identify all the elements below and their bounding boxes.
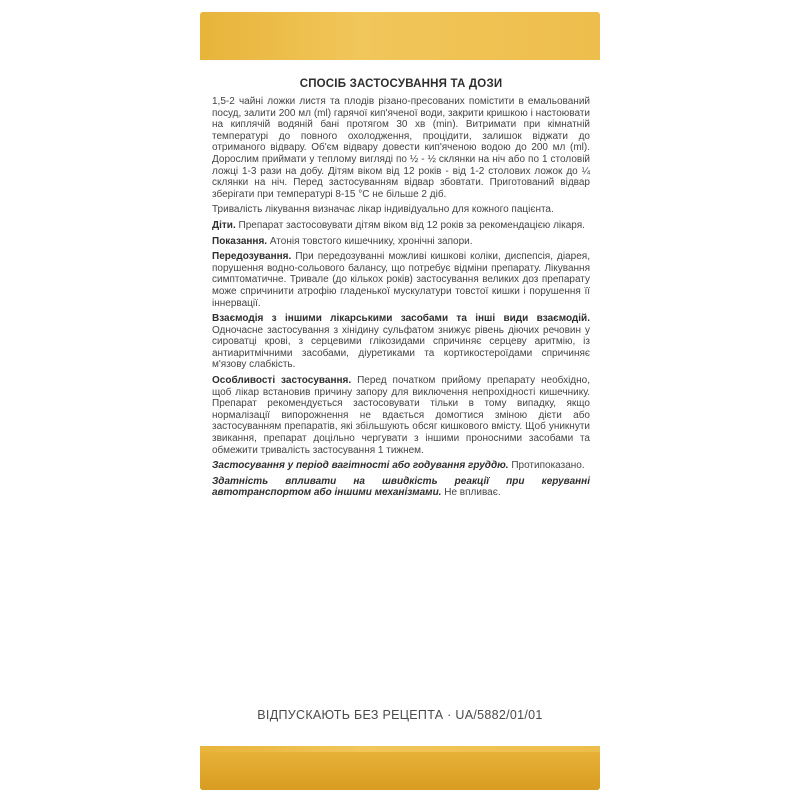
indications-label: Показання.: [212, 235, 268, 247]
interactions-text: Одночасне застосування з хінідину сульфатом знижує рівень діючих речовин у сироватці крові, з серцевими глікозидами спричиняє серцеву аритмію, із антиаритмічними засобами, діуретиками та кортикостероїдами спричиняє м'язову слабкість.: [212, 324, 590, 371]
features-label: Особливості застосування.: [212, 375, 352, 387]
overdose-label: Передозування.: [212, 251, 292, 263]
indications-text: Атонія товстого кишечнику, хронічні запори.: [267, 235, 473, 247]
pregnancy-paragraph: [212, 460, 590, 472]
section-title: СПОСІБ ЗАСТОСУВАННЯ ТА ДОЗИ: [299, 78, 503, 90]
duration-paragraph: Тривалість лікування визначає лікар індивідуально для кожного пацієнта.: [212, 204, 554, 216]
indications-paragraph: [212, 236, 590, 248]
overdose-text: При передозуванні можливі кишкові коліки, диспепсія, діарея, порушення водно-сольового балансу, що потребує відміни препарату. Лікування симптоматичне. Тривале (до кількох років) застосування великих доз препарату може спричинити атрофію гладенької мускулатури товстої кишки і порушення її іннервації.: [212, 251, 590, 309]
driving-text: Не впливає.: [441, 487, 501, 499]
package-bottom-edge: [200, 752, 600, 790]
children-text: Препарат застосовувати дітям віком від 12 років за рекомендацією лікаря.: [235, 219, 585, 231]
dosage-paragraph: 1,5-2 чайні ложки листя та плодів різано-пресованих помістити в емальований посуд, залити 200 мл (ml) гарячої кип'яченої води, закрити кришкою і настоювати на киплячій водяній бані протягом 30 хв (min). Витримати при кімнатній температурі до повного охолодження, процідити, залишок віджати до отриманого відвару. Об'єм відвару довести кип'яченою водою до 200 мл (ml). Дорослим приймати у теплому вигляді по ½ - ½ склянки на ніч або по 1 столовій ложці 1-3 рази на добу. Дітям віком від 12 років - від 1-2 столових ложок до ¼ склянки на ніч. Перед застосуванням відвар збовтати. Приготований відвар зберігати при температурі 8-15 °С не більше 2 діб.: [212, 96, 590, 200]
driving-label: Здатність впливати на швидкість реакції при керуванні автотранспортом або іншими механізмами.: [212, 475, 590, 499]
prescription-footer: ВІДПУСКАЮТЬ БЕЗ РЕЦЕПТА · UA/5882/01/01: [257, 708, 543, 722]
interactions-paragraph: [212, 313, 590, 371]
pregnancy-label: Застосування у період вагітності або годування груддю.: [212, 460, 509, 472]
instruction-panel: [200, 60, 600, 746]
children-paragraph: [212, 220, 590, 232]
driving-paragraph: [212, 476, 590, 499]
features-text: Перед початком прийому препарату необхідно, щоб лікар встановив причину запору для виключення непрохідності кишечнику. Препарат рекомендується застосовувати тільки в тому випадку, якщо нормалізації випорожнення не вдається домогтися зміною дієти або застосуванням препаратів, які збільшують обсяг кишкового вмісту. Щоб уникнути звикання, препарат доцільно чергувати з іншими проносними засобами та обмежити тривалість застосування 1 тижнем.: [212, 375, 590, 456]
interactions-label: Взаємодія з іншими лікарськими засобами та інші види взаємодій.: [212, 313, 590, 325]
features-paragraph: [212, 375, 590, 456]
children-label: Діти.: [212, 219, 236, 231]
overdose-paragraph: [212, 251, 590, 309]
pregnancy-text: Протипоказано.: [508, 460, 585, 472]
